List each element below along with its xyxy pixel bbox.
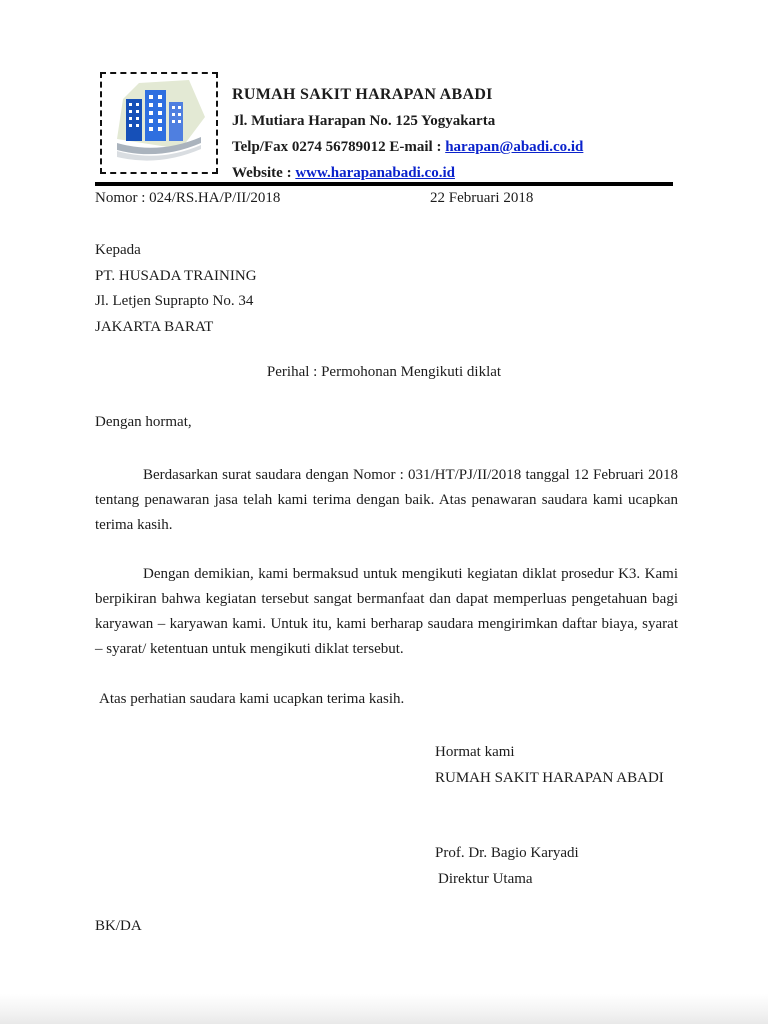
signature-preamble-block	[435, 740, 664, 791]
telp-email-label: Telp/Fax 0274 56789012 E-mail :	[232, 139, 446, 155]
recipient-city: JAKARTA BARAT	[95, 318, 214, 335]
signature-name-block	[435, 841, 579, 892]
signatory-name: Prof. Dr. Bagio Karyadi	[435, 845, 579, 861]
body-paragraph-2: Dengan demikian, kami bermaksud untuk mengikuti kegiatan diklat prosedur K3. Kami berpikiran bahwa kegiatan tersebut sangat bermanfaat dan dapat memperluas pengetahuan bagi karyawan – karyawan kami. Untuk itu, kami berharap saudara mengirimkan daftar biaya, syarat – syarat/ ketentuan untuk mengikuti diklat tersebut.	[95, 566, 678, 657]
closing-line: Atas perhatian saudara kami ucapkan terima kasih.	[99, 691, 405, 707]
signature-organization: RUMAH SAKIT HARAPAN ABADI	[435, 769, 664, 786]
signatory-title: Direktur Utama	[438, 870, 533, 887]
body-paragraph-1: Berdasarkan surat saudara dengan Nomor : 031/HT/PJ/II/2018 tanggal 12 Februari 2018 tentang penawaran jasa telah kami terima dengan baik. Atas penawaran saudara kami ucapkan terima kasih.	[95, 467, 678, 533]
letterhead-divider	[95, 182, 673, 186]
letter-number: Nomor : 024/RS.HA/P/II/2018	[95, 190, 281, 206]
letterhead	[232, 82, 583, 186]
recipient-company: PT. HUSADA TRAINING	[95, 267, 257, 284]
hospital-name: RUMAH SAKIT HARAPAN ABADI	[232, 86, 493, 103]
recipient-block	[95, 238, 257, 340]
page-bottom-edge	[0, 994, 768, 1024]
letter-date: 22 Februari 2018	[430, 190, 534, 206]
email-link[interactable]: harapan@abadi.co.id	[445, 139, 584, 155]
hospital-address: Jl. Mutiara Harapan No. 125 Yogyakarta	[232, 113, 496, 129]
recipient-street: Jl. Letjen Suprapto No. 34	[95, 293, 254, 309]
subject-line: Perihal : Permohonan Mengikuti diklat	[266, 364, 502, 380]
logo-buildings-icon	[109, 79, 209, 167]
letter-meta	[95, 190, 673, 207]
website-link[interactable]: www.harapanabadi.co.id	[295, 165, 455, 181]
contact-line	[232, 134, 583, 160]
salutation: Dengan hormat,	[95, 414, 192, 430]
website-label: Website :	[232, 165, 296, 181]
signature-preamble: Hormat kami	[435, 744, 515, 760]
hospital-logo	[100, 72, 218, 174]
typist-initials: BK/DA	[95, 918, 142, 934]
recipient-kepada: Kepada	[95, 242, 141, 258]
